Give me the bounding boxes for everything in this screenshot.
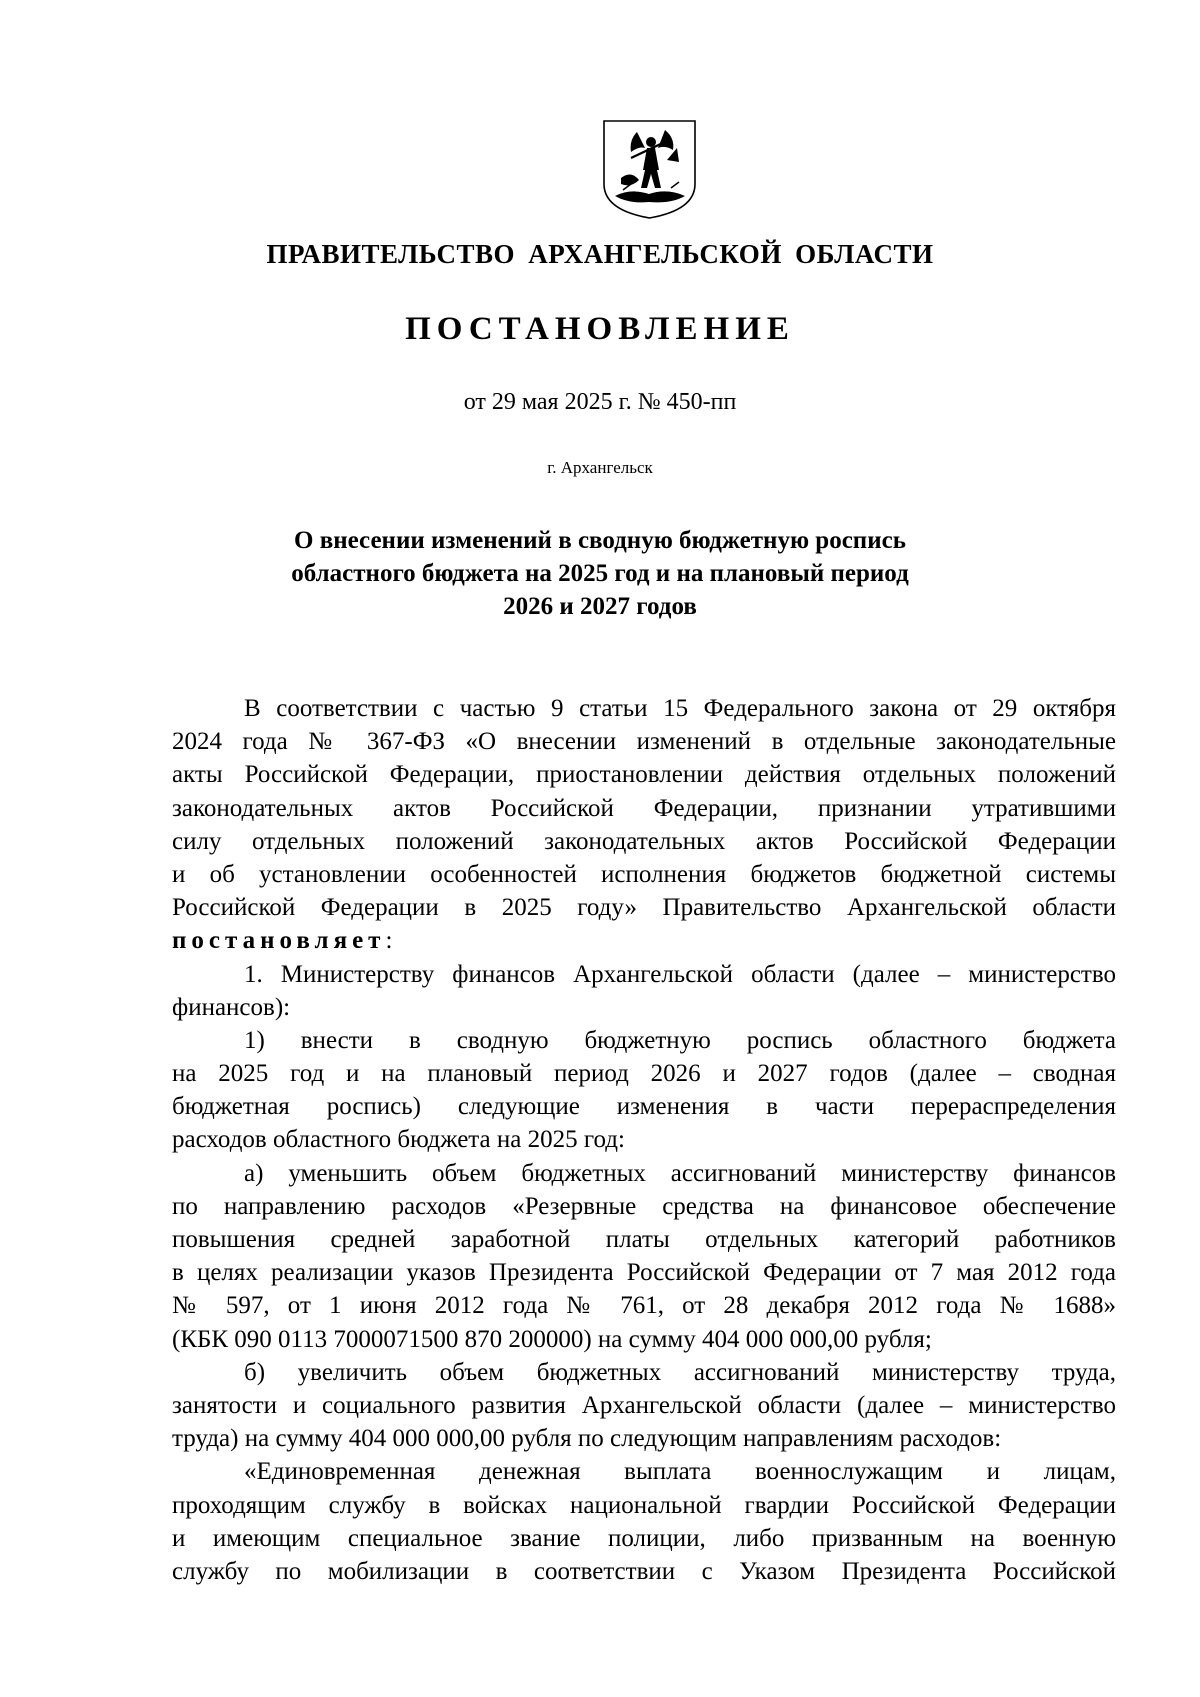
document-body (172, 692, 1116, 1588)
subject-line: 2026 и 2027 годов (503, 593, 697, 620)
body-line: труда) на сумму 404 000 000,00 рубля по следующим направлениям расходов: (172, 1425, 1002, 1453)
subject-line: областного бюджета на 2025 год и на плановый период (291, 560, 909, 587)
body-line: повышения средней заработной платы отдельных категорий работников (172, 1226, 1116, 1253)
body-line: службу по мобилизации в соответствии с Указом Президента Российской (172, 1557, 1116, 1585)
body-line: силу отдельных положений законодательных актов Российской Федерации (172, 827, 1116, 855)
coat-of-arms-emblem (601, 118, 698, 220)
keyword-colon: : (385, 927, 393, 955)
body-line: проходящим службу в войсках национальной гвардии Российской Федерации (172, 1491, 1116, 1519)
body-line: 1) внести в сводную бюджетную роспись областного бюджета (244, 1026, 1116, 1054)
government-name: ПРАВИТЕЛЬСТВО АРХАНГЕЛЬСКОЙ ОБЛАСТИ (266, 239, 934, 269)
body-line: бюджетная роспись) следующие изменения в части перераспределения (172, 1093, 1116, 1121)
body-line: В соответствии с частью 9 статьи 15 Федерального закона от 29 октября (244, 695, 1116, 722)
body-line: № 597, от 1 июня 2012 года № 761, от 28 декабря 2012 года № 1688» (172, 1292, 1116, 1320)
body-line: акты Российской Федерации, приостановлении действия отдельных положений (172, 761, 1116, 789)
body-line: финансов): (172, 993, 291, 1021)
document-date-number: от 29 мая 2025 г. № 450-пп (463, 389, 737, 415)
body-line: Российской Федерации в 2025 году» Правительство Архангельской области (172, 894, 1116, 922)
resolution-keyword: постановляет (172, 927, 386, 955)
body-line: (КБК 090 0113 7000071500 870 200000) на сумму 404 000 000,00 рубля; (172, 1325, 932, 1353)
body-line: и об установлении особенностей исполнения бюджетов бюджетной системы (172, 860, 1116, 888)
body-line: 2024 года № 367-ФЗ «О внесении изменений в отдельные законодательные (172, 728, 1116, 756)
document-type-title: ПОСТАНОВЛЕНИЕ (405, 311, 795, 347)
body-line: а) уменьшить объем бюджетных ассигнований министерству финансов (244, 1159, 1116, 1187)
body-line: занятости и социального развития Архангельской области (далее – министерство (172, 1391, 1116, 1419)
subject-line: О внесении изменений в сводную бюджетную роспись (294, 527, 906, 554)
body-line: на 2025 год и на плановый период 2026 и 2027 годов (далее – сводная (172, 1060, 1116, 1088)
document-city: г. Архангельск (547, 458, 653, 477)
body-line: по направлению расходов «Резервные средства на финансовое обеспечение (172, 1192, 1116, 1220)
resolution-keyword-line (172, 924, 1116, 957)
emblem-icon (601, 118, 698, 220)
body-line: «Единовременная денежная выплата военнослужащим и лицам, (244, 1458, 1116, 1486)
body-line: расходов областного бюджета на 2025 год: (172, 1126, 625, 1154)
body-line: и имеющим специальное звание полиции, либо призванным на военную (172, 1524, 1116, 1552)
document-subject (0, 524, 1200, 623)
body-line: законодательных актов Российской Федерации, признании утратившими (172, 794, 1116, 822)
body-line: в целях реализации указов Президента Российской Федерации от 7 мая 2012 года (172, 1259, 1116, 1287)
body-line: 1. Министерству финансов Архангельской области (далее – министерство (244, 960, 1116, 988)
body-line: б) увеличить объем бюджетных ассигнований министерству труда, (244, 1358, 1116, 1386)
